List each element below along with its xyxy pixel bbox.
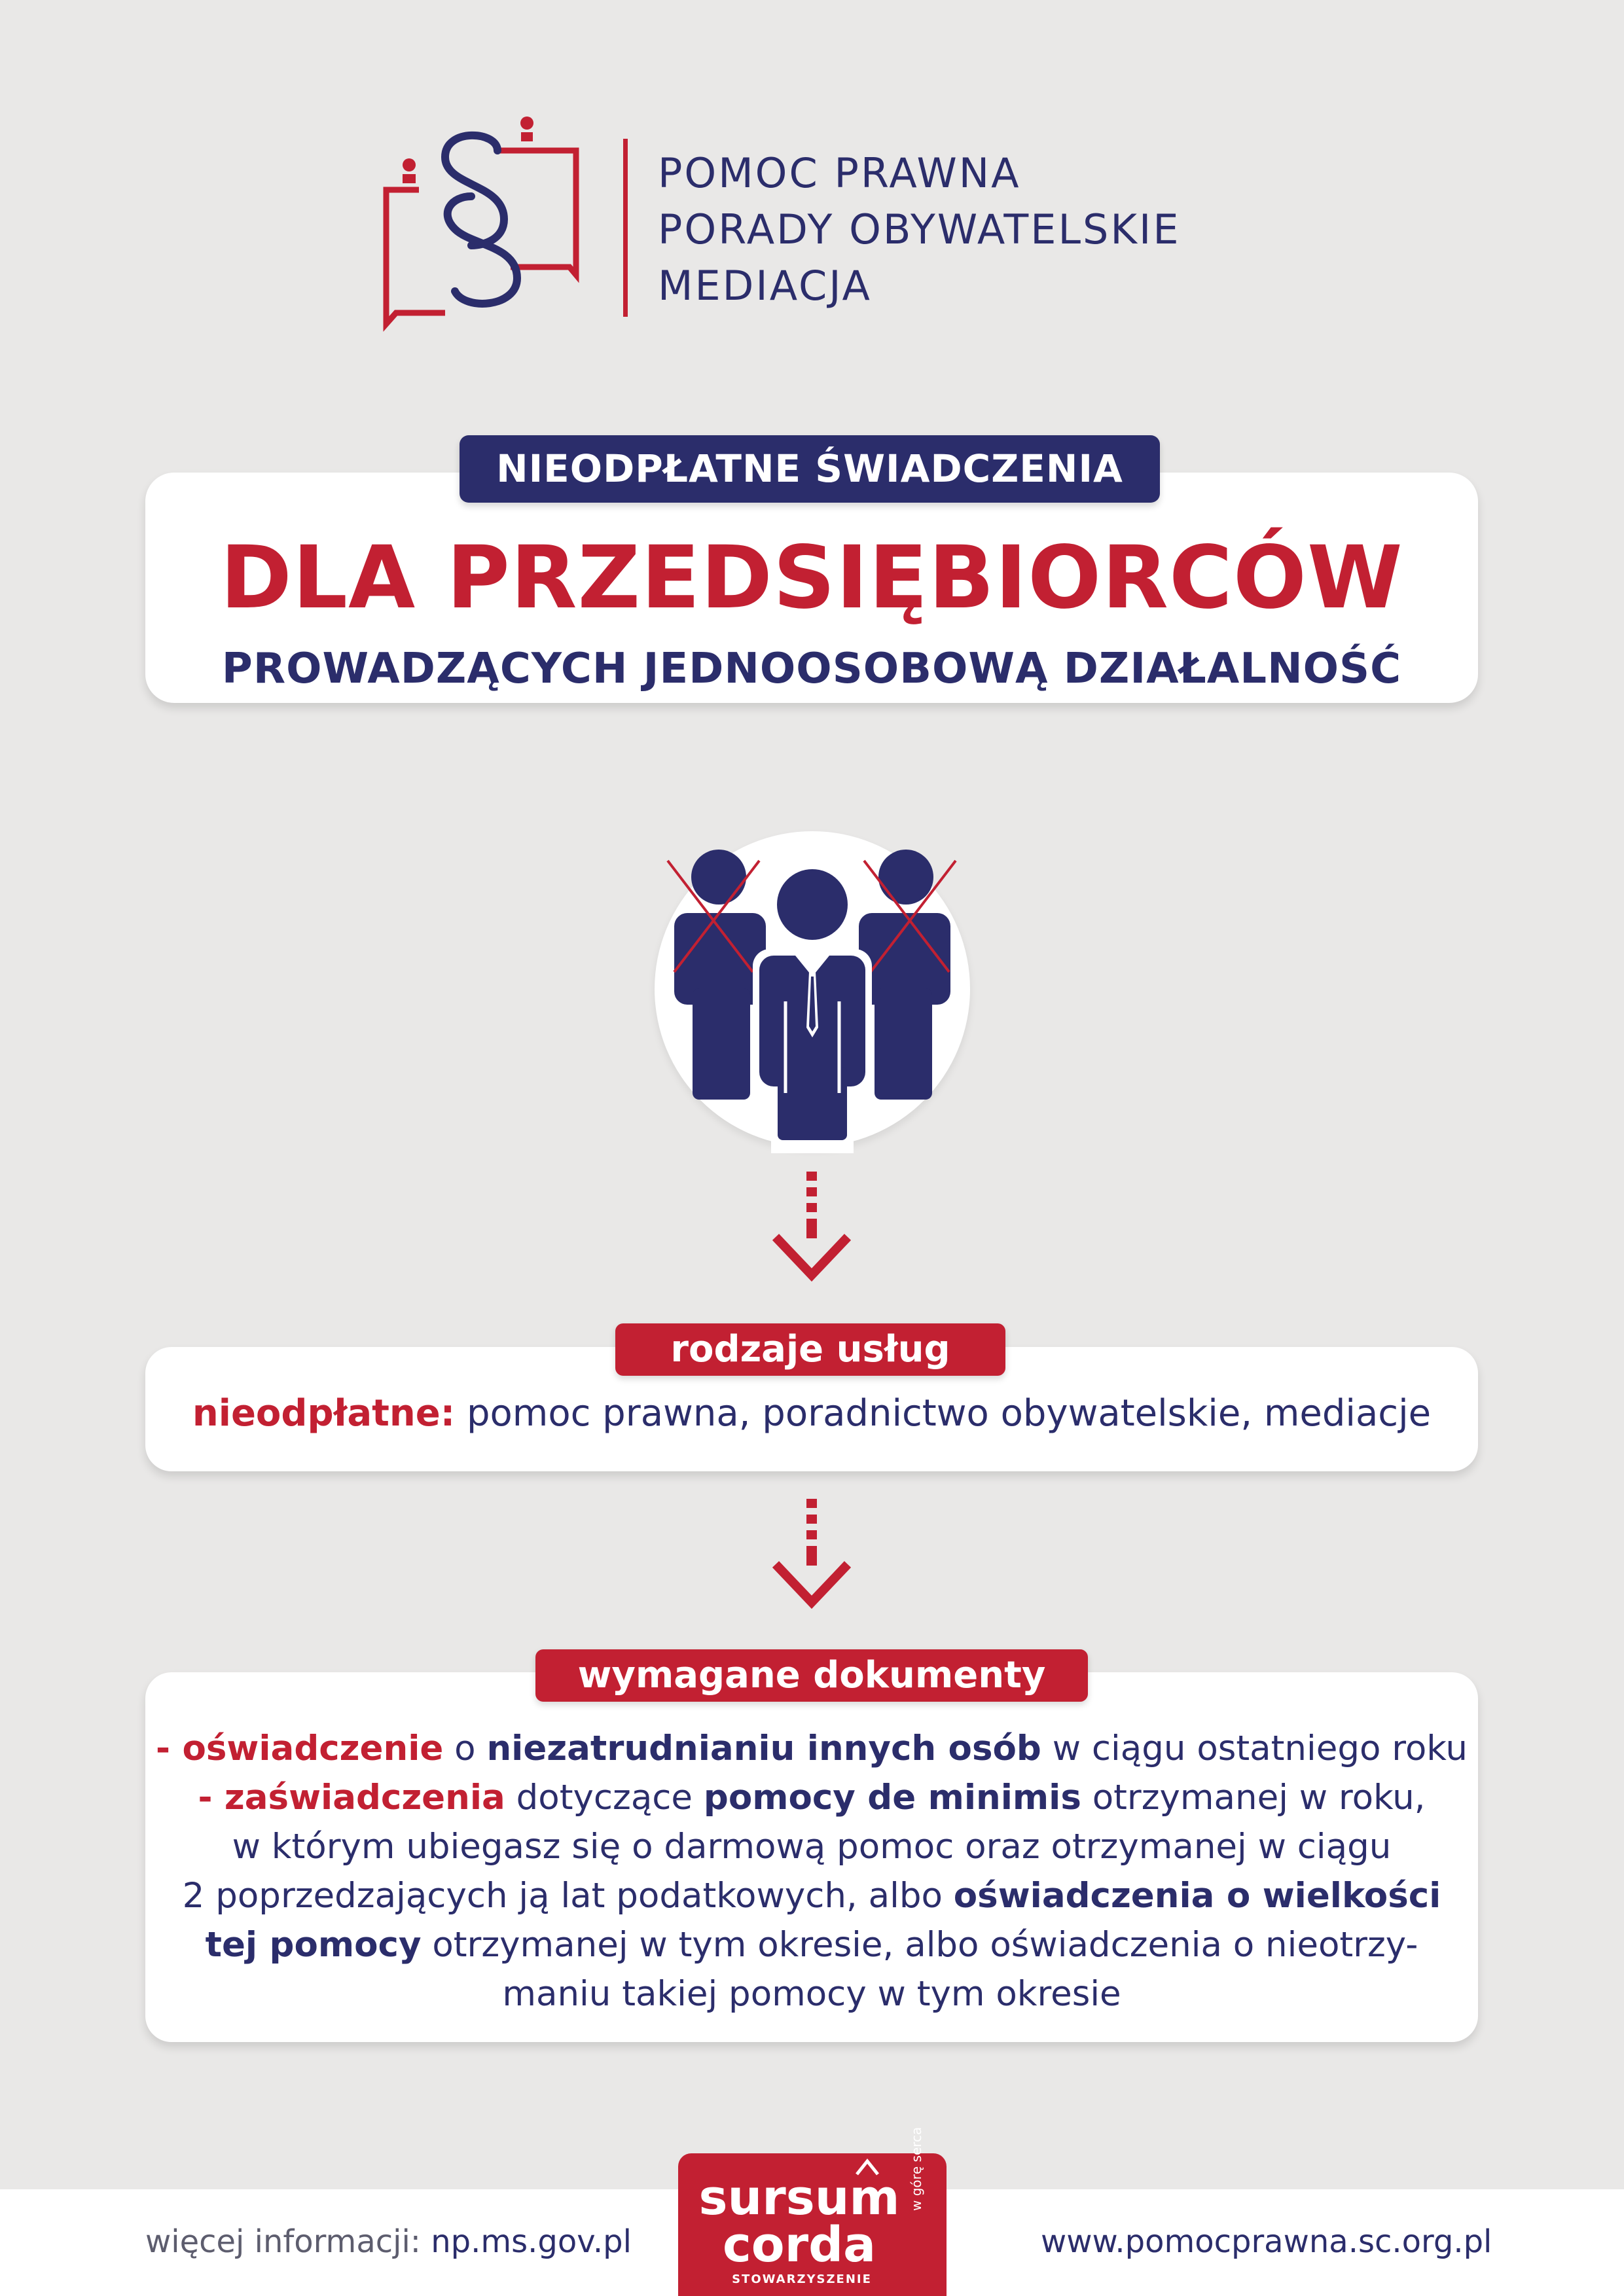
logo-line-3: MEDIACJA	[658, 262, 872, 310]
documents-line-2	[145, 1773, 1478, 1822]
sponsor-name-line-1: sursum	[698, 2170, 900, 2226]
documents-line-3: w którym ubiegasz się o darmową pomoc oraz otrzymanej w ciągu	[232, 1827, 1392, 1867]
sponsor-name-line-2: corda	[722, 2217, 876, 2273]
services-label: rodzaje usług	[615, 1323, 1005, 1376]
header-badge: NIEODPŁATNE ŚWIADCZENIA	[460, 435, 1160, 503]
services-lead: nieodpłatne:	[192, 1392, 456, 1435]
page-title: DLA PRZEDSIĘBIORCÓW	[220, 528, 1403, 628]
paragraph-logo-icon	[373, 105, 589, 337]
doc-emphasis: pomocy de minimis	[703, 1778, 1081, 1818]
documents-line-5	[145, 1920, 1478, 1969]
doc-emphasis: niezatrudnianiu innych osób	[486, 1729, 1041, 1768]
documents-line-4	[145, 1871, 1478, 1920]
more-info-link[interactable]: np.ms.gov.pl	[431, 2223, 632, 2260]
doc-text: 2 poprzedzających ją lat podatkowych, albo	[182, 1876, 954, 1916]
doc-text: otrzymanej w roku,	[1081, 1778, 1426, 1818]
doc-text: dotyczące	[505, 1778, 704, 1818]
documents-label: wymagane dokumenty	[535, 1649, 1088, 1702]
doc-text: o	[443, 1729, 487, 1768]
people-icon	[655, 831, 970, 1147]
more-info-label: więcej informacji:	[145, 2223, 431, 2260]
documents-text	[145, 1724, 1478, 2018]
doc-emphasis: tej pomocy	[205, 1925, 422, 1965]
arrow-down-icon	[766, 1499, 857, 1630]
doc-text: otrzymanej w tym okresie, albo oświadczenia o nieotrzy-	[421, 1925, 1418, 1965]
doc-emphasis: oświadczenia o wielkości	[953, 1876, 1441, 1916]
documents-line-1	[145, 1724, 1478, 1773]
services-body: pomoc prawna, poradnictwo obywatelskie, mediacje	[455, 1392, 1432, 1435]
page-subtitle: PROWADZĄCYCH JEDNOOSOBOWĄ DZIAŁALNOŚĆ	[221, 645, 1402, 693]
footer-more-info	[145, 2219, 632, 2265]
doc-term: - oświadczenie	[156, 1729, 444, 1768]
logo-divider	[623, 139, 628, 317]
sponsor-tag: STOWARZYSZENIE	[732, 2272, 872, 2286]
logo-text	[658, 145, 1181, 314]
logo-line-2: PORADY OBYWATELSKIE	[658, 206, 1181, 253]
sponsor-motto: w górę serca	[909, 2126, 924, 2211]
logo-line-1: POMOC PRAWNA	[658, 149, 1021, 197]
services-text	[145, 1388, 1478, 1440]
doc-term: - zaświadczenia	[198, 1778, 505, 1818]
arrow-down-icon	[766, 1172, 857, 1302]
website-link[interactable]: www.pomocprawna.sc.org.pl	[1041, 2223, 1492, 2260]
doc-text: w ciągu ostatniego roku	[1041, 1729, 1468, 1768]
documents-line-6: maniu takiej pomocy w tym okresie	[502, 1974, 1121, 2014]
